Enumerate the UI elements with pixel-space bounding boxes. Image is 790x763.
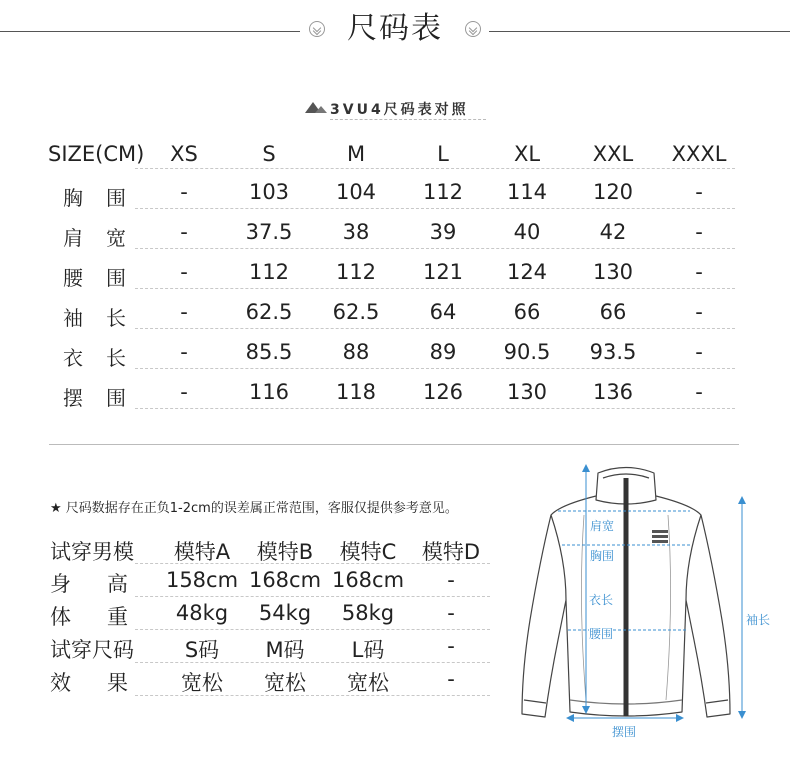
row-divider [135, 248, 735, 249]
size-column-header: XL [513, 142, 541, 166]
model-table-cell: 54kg [258, 601, 312, 625]
size-table-cell: 90.5 [503, 340, 551, 364]
model-column-header: 模特A [173, 540, 231, 564]
table-subtitle [300, 97, 500, 121]
size-row-label-char: 袖 [63, 306, 83, 330]
size-table-cell: - [180, 380, 188, 404]
size-table-cell: - [695, 340, 703, 364]
model-column-header: 模特C [339, 540, 397, 564]
subtitle-underline [330, 119, 486, 120]
header-row-divider [135, 168, 735, 169]
size-table-cell: - [180, 340, 188, 364]
size-table-cell: 93.5 [589, 340, 637, 364]
size-table-cell: 62.5 [245, 300, 293, 324]
size-row-label-char: 肩 [63, 226, 83, 250]
size-row-label-char: 胸 [63, 186, 83, 210]
model-header-divider [135, 563, 490, 564]
size-column-header: XXXL [671, 142, 727, 166]
model-table-cell: 168cm [331, 568, 405, 592]
size-row-label [63, 302, 127, 331]
label-sleeve: 袖长 [746, 613, 771, 627]
label-waist: 腰围 [589, 627, 614, 641]
label-chest: 胸围 [590, 549, 615, 563]
model-column-header: 模特D [421, 540, 481, 564]
page-title: 尺码表 [347, 11, 443, 46]
size-table-cell: 124 [506, 260, 548, 284]
size-table-cell: 37.5 [245, 220, 293, 244]
size-table-cell: 103 [248, 180, 290, 204]
mountain-icon-peak [315, 106, 327, 113]
size-table-cell: 116 [248, 380, 290, 404]
subtitle-text: 3VU4尺码表对照 [330, 102, 469, 118]
header-line-left [0, 31, 300, 32]
size-table-cell: 104 [335, 180, 377, 204]
chevron-down-icon [465, 21, 481, 37]
size-row-label [63, 382, 127, 411]
size-table-cell: 130 [506, 380, 548, 404]
model-table-cell: 168cm [248, 568, 322, 592]
row-divider [135, 368, 735, 369]
model-table-cell: 58kg [341, 601, 395, 625]
size-table-cell: - [695, 260, 703, 284]
brand-logo-icon [652, 530, 668, 543]
size-table-cell: 114 [506, 180, 548, 204]
size-table-cell: 136 [592, 380, 634, 404]
model-table-cell: - [447, 568, 455, 592]
model-row-label-char: 果 [107, 671, 128, 695]
size-row-label-char: 摆 [63, 386, 83, 410]
model-row-divider [135, 695, 490, 696]
size-table-cell: 38 [342, 220, 370, 244]
size-note: ★ 尺码数据存在正负1-2cm的误差属正常范围，客服仅提供参考意见。 [50, 501, 458, 516]
model-table-cell: 宽松 [264, 671, 306, 695]
size-table-cell: - [180, 180, 188, 204]
size-table-cell: - [695, 380, 703, 404]
header-line-right [489, 31, 790, 32]
row-divider [135, 208, 735, 209]
size-table-cell: 66 [513, 300, 541, 324]
row-divider [135, 328, 735, 329]
model-column-header: 模特B [256, 540, 314, 564]
model-table-cell: M码 [265, 638, 305, 662]
size-column-header: S [262, 142, 276, 166]
model-row-label-char: 试穿尺码 [50, 638, 134, 662]
row-divider [135, 288, 735, 289]
size-row-label-char: 腰 [63, 266, 83, 290]
size-table-cell: - [180, 260, 188, 284]
size-row-label [63, 182, 127, 211]
size-table-cell: - [695, 220, 703, 244]
label-hem: 摆围 [612, 725, 637, 739]
model-table-cell: S码 [184, 638, 220, 662]
model-row-label [50, 667, 128, 697]
model-table-corner: 试穿男模 [50, 540, 134, 564]
size-table-cell: 120 [592, 180, 634, 204]
size-column-header: XS [170, 142, 198, 166]
model-row-label-char: 高 [107, 572, 128, 596]
size-table-cell: 112 [335, 260, 377, 284]
model-table-cell: - [447, 667, 455, 691]
size-table-cell: 89 [429, 340, 457, 364]
size-row-label [63, 342, 127, 371]
size-table-cell: 121 [422, 260, 464, 284]
model-row-divider [135, 629, 490, 630]
size-table-cell: 62.5 [332, 300, 380, 324]
size-table-cell: 112 [248, 260, 290, 284]
size-table-corner: SIZE(CM) [48, 142, 145, 166]
model-row-divider [135, 596, 490, 597]
size-row-label-char: 围 [106, 186, 126, 210]
size-table-cell: 42 [599, 220, 627, 244]
size-column-header: M [346, 142, 366, 166]
label-shoulder: 肩宽 [590, 519, 615, 533]
size-table-cell: - [695, 180, 703, 204]
model-row-label [50, 601, 128, 631]
size-table-cell: 39 [429, 220, 457, 244]
model-table-cell: L码 [351, 638, 385, 662]
size-table-cell: 64 [429, 300, 457, 324]
size-row-label-char: 宽 [106, 226, 126, 250]
size-table-cell: 40 [513, 220, 541, 244]
model-table-cell: 48kg [175, 601, 229, 625]
size-table-cell: 85.5 [245, 340, 293, 364]
size-row-label-char: 围 [106, 266, 126, 290]
size-row-label-char: 围 [106, 386, 126, 410]
size-column-header: XXL [592, 142, 634, 166]
size-table-cell: - [180, 300, 188, 324]
size-table-cell: 88 [342, 340, 370, 364]
model-table-cell: 宽松 [181, 671, 223, 695]
row-divider [135, 408, 735, 409]
size-table-cell: 66 [599, 300, 627, 324]
size-column-header: L [437, 142, 449, 166]
size-table-cell: - [695, 300, 703, 324]
model-row-label-char: 身 [50, 572, 71, 596]
model-row-label [50, 634, 134, 664]
model-table-cell: - [447, 601, 455, 625]
jacket-diagram [500, 455, 790, 745]
size-row-label-char: 衣 [63, 346, 83, 370]
size-row-label-char: 长 [106, 306, 126, 330]
size-row-label-char: 长 [106, 346, 126, 370]
model-row-label-char: 效 [50, 671, 71, 695]
chevron-down-icon [309, 21, 325, 37]
model-table-cell: - [447, 634, 455, 658]
size-table-cell: 130 [592, 260, 634, 284]
section-divider [49, 444, 739, 445]
size-row-label [63, 262, 127, 291]
model-table-cell: 宽松 [347, 671, 389, 695]
model-row-label-char: 重 [107, 605, 128, 629]
size-row-label [63, 222, 127, 251]
model-row-label-char: 体 [50, 605, 71, 629]
size-table-cell: - [180, 220, 188, 244]
size-table-cell: 118 [335, 380, 377, 404]
model-row-label [50, 568, 128, 598]
model-table-cell: 158cm [165, 568, 239, 592]
label-length: 衣长 [589, 593, 614, 607]
size-table-cell: 126 [422, 380, 464, 404]
size-table-cell: 112 [422, 180, 464, 204]
model-row-divider [135, 662, 490, 663]
